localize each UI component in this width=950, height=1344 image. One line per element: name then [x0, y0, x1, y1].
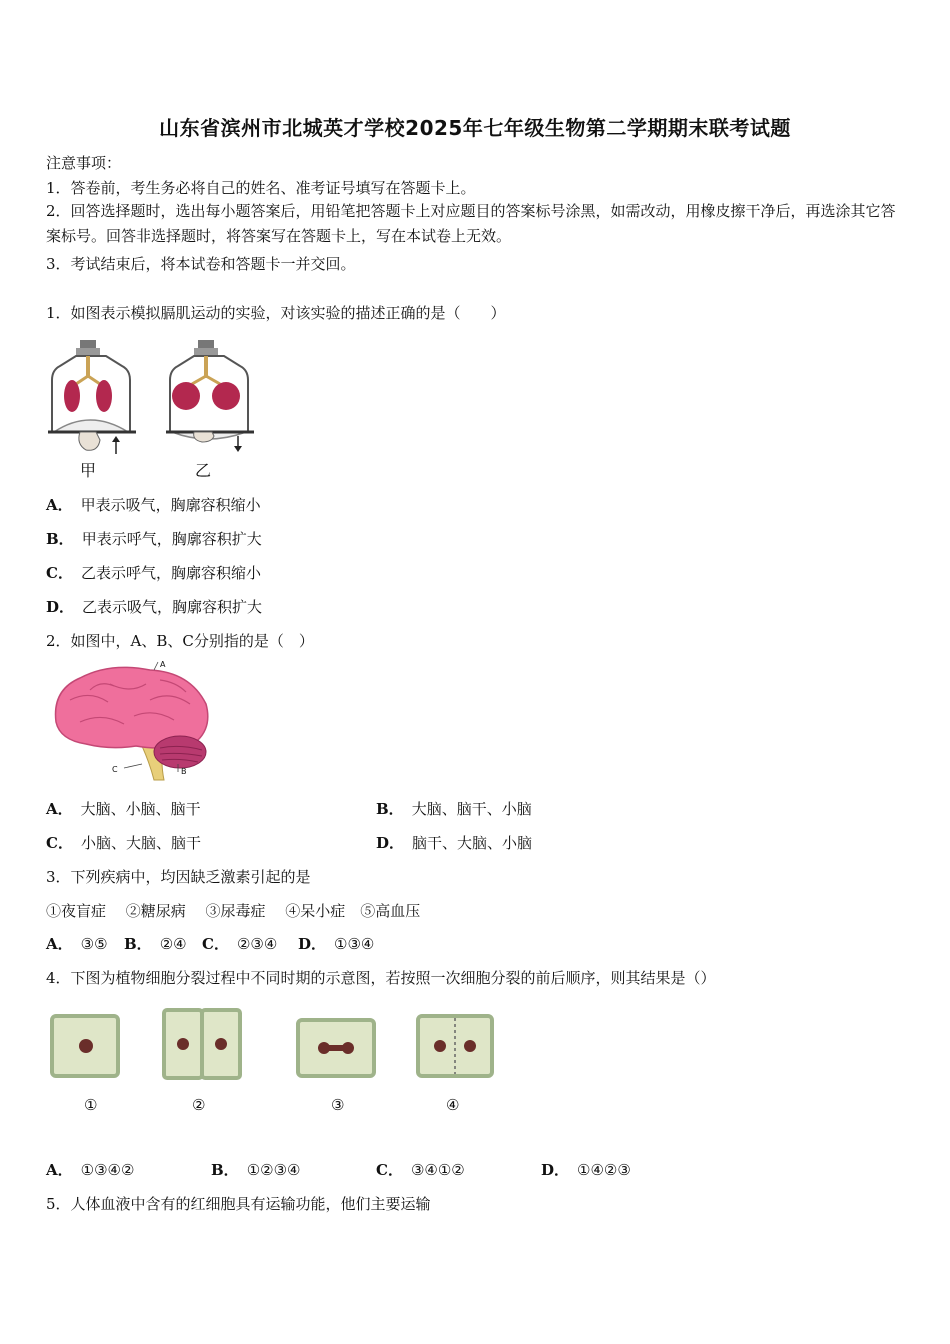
- notice-heading: 注意事项：: [46, 154, 122, 172]
- q4-option-b[interactable]: [211, 1159, 300, 1180]
- cell-label-2: ②: [192, 1096, 206, 1114]
- cell-label-4: ④: [446, 1096, 460, 1114]
- cell-label-1: ①: [84, 1096, 98, 1114]
- option-key: B．: [211, 1161, 239, 1179]
- q1-stem: 1．如图表示模拟膈肌运动的实验，对该实验的描述正确的是（ ）: [46, 304, 506, 322]
- jar-jia-illustration: [48, 340, 136, 454]
- q2-stem: 2．如图中，A、B、C分别指的是（ ）: [46, 632, 314, 650]
- option-key: D．: [298, 935, 327, 953]
- q1-option-a[interactable]: [46, 494, 261, 515]
- page-title: 山东省滨州市北城英才学校2025年七年级生物第二学期期末联考试题: [159, 116, 791, 140]
- diaphragm-model-figure: [46, 336, 266, 456]
- option-key: C．: [46, 834, 73, 852]
- option-text: 甲表示吸气，胸廓容积缩小: [80, 496, 261, 514]
- q4-stem: 4．下图为植物细胞分裂过程中不同时期的示意图，若按照一次细胞分裂的前后顺序，则其结果是（）: [46, 969, 716, 987]
- notice-item-3: 3．考试结束后，将本试卷和答题卡一并交回。: [46, 255, 356, 273]
- q3-stem: 3．下列疾病中，均因缺乏激素引起的是: [46, 868, 311, 886]
- q1-option-c[interactable]: [46, 562, 261, 583]
- option-key: D．: [376, 834, 405, 852]
- option-text: ①②③④: [246, 1161, 301, 1179]
- brain-label-b: B: [181, 767, 187, 776]
- figure-label-yi: 乙: [195, 461, 212, 480]
- option-key: C．: [46, 564, 73, 582]
- jar-yi-illustration: [166, 340, 254, 452]
- cell-stage-2: [164, 1010, 240, 1078]
- brain-label-c: C: [112, 765, 118, 774]
- q4-option-d[interactable]: [541, 1159, 631, 1180]
- option-key: B．: [124, 935, 152, 953]
- option-key: B．: [46, 530, 74, 548]
- option-key: A．: [46, 1161, 73, 1179]
- q1-option-d[interactable]: [46, 596, 262, 617]
- q3-option-b[interactable]: [124, 933, 187, 954]
- q3-option-d[interactable]: [298, 933, 374, 954]
- option-text: ②④: [159, 935, 187, 953]
- brain-figure: [50, 660, 220, 782]
- cell-label-3: ③: [331, 1096, 345, 1114]
- option-key: C．: [376, 1161, 403, 1179]
- cell-division-figure: [48, 1004, 508, 1084]
- option-key: D．: [541, 1161, 570, 1179]
- option-key: C．: [202, 935, 229, 953]
- option-key: A．: [46, 496, 73, 514]
- brain-label-a: A: [160, 660, 166, 669]
- option-text: 大脑、脑干、小脑: [411, 800, 532, 818]
- q3-option-a[interactable]: [46, 933, 108, 954]
- q5-stem: 5．人体血液中含有的红细胞具有运输功能，他们主要运输: [46, 1195, 431, 1213]
- option-text: 小脑、大脑、脑干: [80, 834, 201, 852]
- cell-stage-3: [298, 1020, 374, 1076]
- notice-item-2: 2．回答选择题时，选出每小题答案后，用铅笔把答题卡上对应题目的答案标号涂黑，如需改动，用橡皮擦干净后，再选涂其它答案标号。回答非选择题时，将答案写在答题卡上，写在本试卷上无效。: [46, 202, 896, 245]
- cell-stage-4: [418, 1016, 492, 1076]
- option-text: ③④①②: [410, 1161, 465, 1179]
- option-text: 大脑、小脑、脑干: [80, 800, 201, 818]
- option-text: 乙表示吸气，胸廓容积扩大: [82, 598, 263, 616]
- option-key: A．: [46, 935, 73, 953]
- option-key: A．: [46, 800, 73, 818]
- q2-option-c[interactable]: [46, 832, 201, 853]
- option-text: ①③④②: [80, 1161, 135, 1179]
- notice-item-1: 1．答卷前，考生务必将自己的姓名、准考证号填写在答题卡上。: [46, 179, 476, 197]
- option-text: ①③④: [334, 935, 375, 953]
- figure-label-jia: 甲: [80, 461, 97, 480]
- option-text: 脑干、大脑、小脑: [412, 834, 533, 852]
- option-text: ③⑤: [80, 935, 108, 953]
- option-text: 乙表示呼气，胸廓容积缩小: [80, 564, 261, 582]
- option-key: D．: [46, 598, 75, 616]
- option-key: B．: [376, 800, 404, 818]
- q2-option-b[interactable]: [376, 798, 532, 819]
- q3-option-c[interactable]: [202, 933, 277, 954]
- option-text: ①④②③: [577, 1161, 631, 1179]
- option-text: 甲表示呼气，胸廓容积扩大: [81, 530, 262, 548]
- q2-option-a[interactable]: [46, 798, 201, 819]
- cell-stage-1: [52, 1016, 118, 1076]
- q1-option-b[interactable]: [46, 528, 262, 549]
- q4-option-a[interactable]: [46, 1159, 134, 1180]
- q2-option-d[interactable]: [376, 832, 532, 853]
- option-text: ②③④: [236, 935, 278, 953]
- q4-option-c[interactable]: [376, 1159, 465, 1180]
- q3-items: ①夜盲症 ②糖尿病 ③尿毒症 ④呆小症 ⑤高血压: [46, 902, 421, 920]
